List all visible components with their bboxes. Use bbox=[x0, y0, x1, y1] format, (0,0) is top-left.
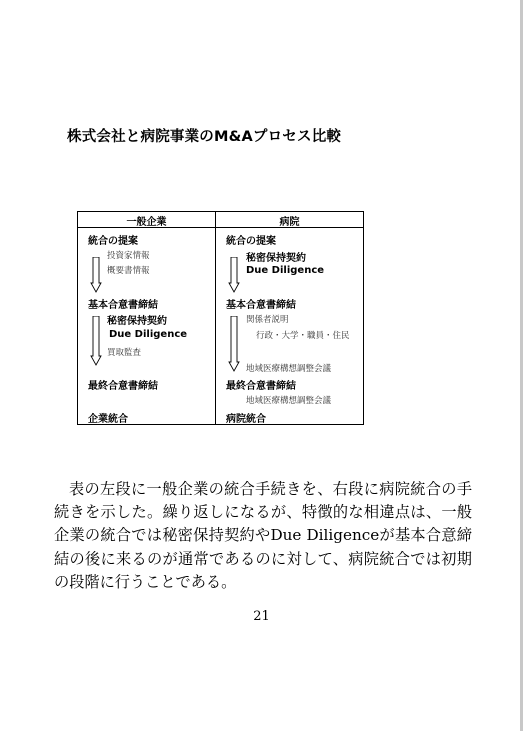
right-step-nda: 秘密保持契約 bbox=[246, 253, 306, 264]
right-note-stakeholders: 行政・大学・職員・住民 bbox=[256, 331, 350, 341]
page-number: 21 bbox=[253, 609, 270, 624]
left-step-final-agreement: 最終合意書締結 bbox=[88, 381, 158, 392]
left-step-proposal: 統合の提案 bbox=[88, 236, 138, 247]
right-step-basic-agreement: 基本合意書締結 bbox=[226, 300, 296, 311]
column-divider bbox=[215, 212, 216, 424]
left-step-nda: 秘密保持契約 bbox=[107, 316, 167, 327]
left-arrow-2-icon bbox=[90, 316, 102, 366]
right-note-stakeholder-briefing: 関係者説明 bbox=[246, 315, 289, 325]
right-arrow-1-icon bbox=[228, 257, 240, 293]
left-column-header: 一般企業 bbox=[126, 217, 167, 228]
left-note-summary-info: 概要書情報 bbox=[107, 266, 150, 276]
left-note-purchase-audit: 買取監査 bbox=[107, 348, 142, 358]
right-note-regional-council-2: 地域医療構想調整会議 bbox=[246, 396, 332, 406]
left-note-investor-info: 投資家情報 bbox=[107, 251, 150, 261]
right-arrow-2-icon bbox=[228, 316, 240, 372]
right-column-header: 病院 bbox=[279, 217, 300, 228]
body-paragraph: 表の左段に一般企業の統合手続きを、右段に病院統合の手続きを示した。繰り返しになるが、特徴的な相違点は、一般企業の統合では秘密保持契約やDue Diligenceが基本合意締結の後に来るのが通常であるのに対して、病院統合では初期の段階に行うことである。 bbox=[54, 480, 472, 591]
right-note-regional-council-1: 地域医療構想調整会議 bbox=[246, 364, 332, 374]
left-step-basic-agreement: 基本合意書締結 bbox=[88, 300, 158, 311]
right-step-due-diligence: Due Diligence bbox=[246, 265, 325, 276]
left-arrow-1-icon bbox=[90, 257, 102, 293]
right-step-proposal: 統合の提案 bbox=[226, 236, 276, 247]
right-step-integration: 病院統合 bbox=[226, 414, 266, 425]
section-title: 株式会社と病院事業のM&Aプロセス比較 bbox=[67, 129, 342, 145]
right-step-final-agreement: 最終合意書締結 bbox=[226, 381, 296, 392]
left-step-due-diligence: Due Diligence bbox=[109, 329, 188, 340]
left-step-integration: 企業統合 bbox=[88, 414, 128, 425]
comparison-table bbox=[77, 211, 364, 425]
